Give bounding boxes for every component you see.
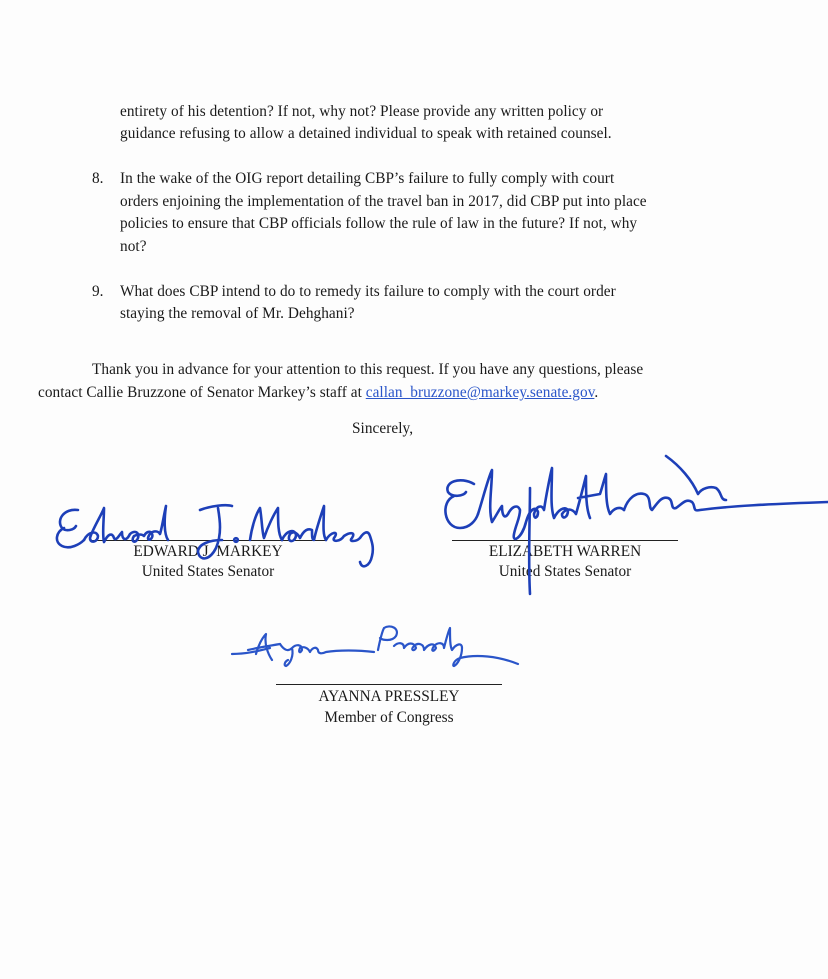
markey-title: United States Senator — [141, 563, 275, 580]
question-8-line-2: orders enjoining the implementation of the travel ban in 2017, did CBP put into place — [120, 193, 647, 210]
warren-title: United States Senator — [498, 563, 632, 580]
question-8-number: 8. — [92, 170, 104, 187]
pressley-signature-line — [276, 684, 502, 685]
question-8-line-3: policies to ensure that CBP officials follow the rule of law in the future? If not, why — [120, 215, 638, 232]
closing-period: . — [594, 384, 599, 401]
question-7-continuation-line-2: guidance refusing to allow a detained individual to speak with retained counsel. — [120, 125, 612, 142]
warren-name: ELIZABETH WARREN — [488, 543, 642, 560]
markey-signature — [50, 490, 410, 580]
question-8-line-4: not? — [120, 238, 147, 255]
pressley-name: AYANNA PRESSLEY — [318, 688, 460, 705]
closing-contact-text: contact Callie Bruzzone of Senator Markey’s staff at — [38, 384, 366, 401]
pressley-signature — [228, 620, 528, 680]
question-9-line-2: staying the removal of Mr. Dehghani? — [120, 305, 355, 322]
question-8-line-1: In the wake of the OIG report detailing CBP’s failure to fully comply with court — [120, 170, 615, 187]
pressley-title: Member of Congress — [324, 709, 454, 726]
staff-email-link[interactable]: callan_bruzzone@markey.senate.gov — [365, 384, 595, 401]
closing-line-1: Thank you in advance for your attention to this request. If you have any questions, please — [92, 361, 644, 378]
markey-name: EDWARD J. MARKEY — [133, 543, 283, 560]
question-9-number: 9. — [92, 283, 104, 300]
sincerely: Sincerely, — [352, 420, 414, 437]
question-9-line-1: What does CBP intend to do to remedy its failure to comply with the court order — [120, 283, 616, 300]
warren-signature — [430, 448, 828, 598]
closing-line-2 — [38, 382, 598, 404]
question-7-continuation-line-1: entirety of his detention? If not, why not? Please provide any written policy or — [120, 103, 604, 120]
